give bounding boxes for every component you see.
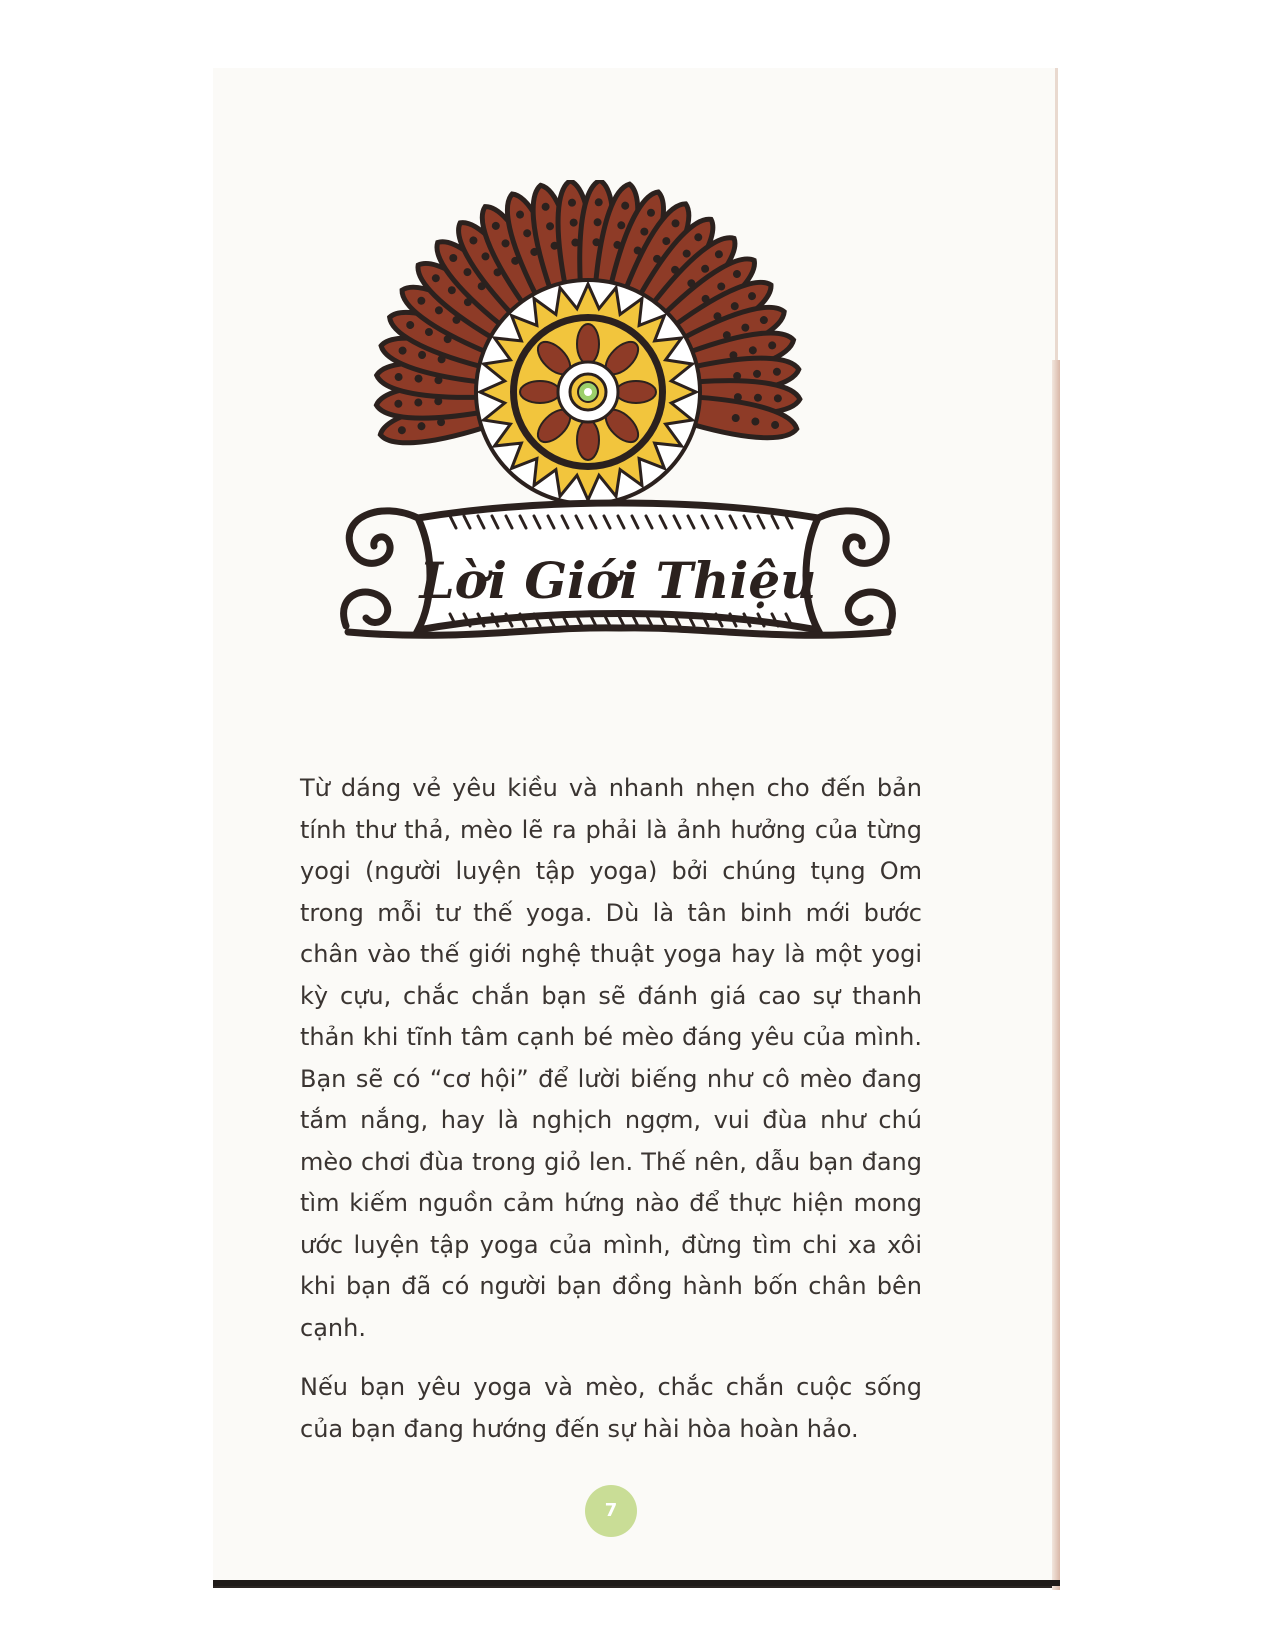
paragraph: Từ dáng vẻ yêu kiều và nhanh nhẹn cho đến bản tính thư thả, mèo lẽ ra phải là ảnh hưởng của từng yogi (người luyện tập yoga) bởi chúng tụng Om trong mỗi tư thế yoga. Dù là tân binh mới bước chân vào thế giới nghệ thuật yoga hay là một yogi kỳ cựu, chắc chắn bạn sẽ đánh giá cao sự thanh thản khi tĩnh tâm cạnh bé mèo đáng yêu của mình. Bạn sẽ có “cơ hội” để lười biếng như cô mèo đang tắm nắng, hay là nghịch ngợm, vui đùa như chú mèo chơi đùa trong giỏ len. Thế nên, dẫu bạn đang tìm kiếm nguồn cảm hứng nào để thực hiện mong ước luyện tập yoga của mình, đừng tìm chi xa xôi khi bạn đã có người bạn đồng hành bốn chân bên cạnh. [300,774,922,1342]
body-text [300,768,922,1468]
mandala-sunburst-icon [340,180,900,700]
mandala-center [476,280,700,504]
scroll-banner-icon [344,503,893,635]
page-edge-bottom [213,1580,1060,1586]
page-title: Lời Giới Thiệu [419,551,817,610]
paragraph: Nếu bạn yêu yoga và mèo, chắc chắn cuộc sống của bạn đang hướng đến sự hài hòa hoàn hảo. [300,1373,922,1443]
page-edge-right [1052,360,1060,1590]
page-number-badge: 7 [585,1485,637,1537]
